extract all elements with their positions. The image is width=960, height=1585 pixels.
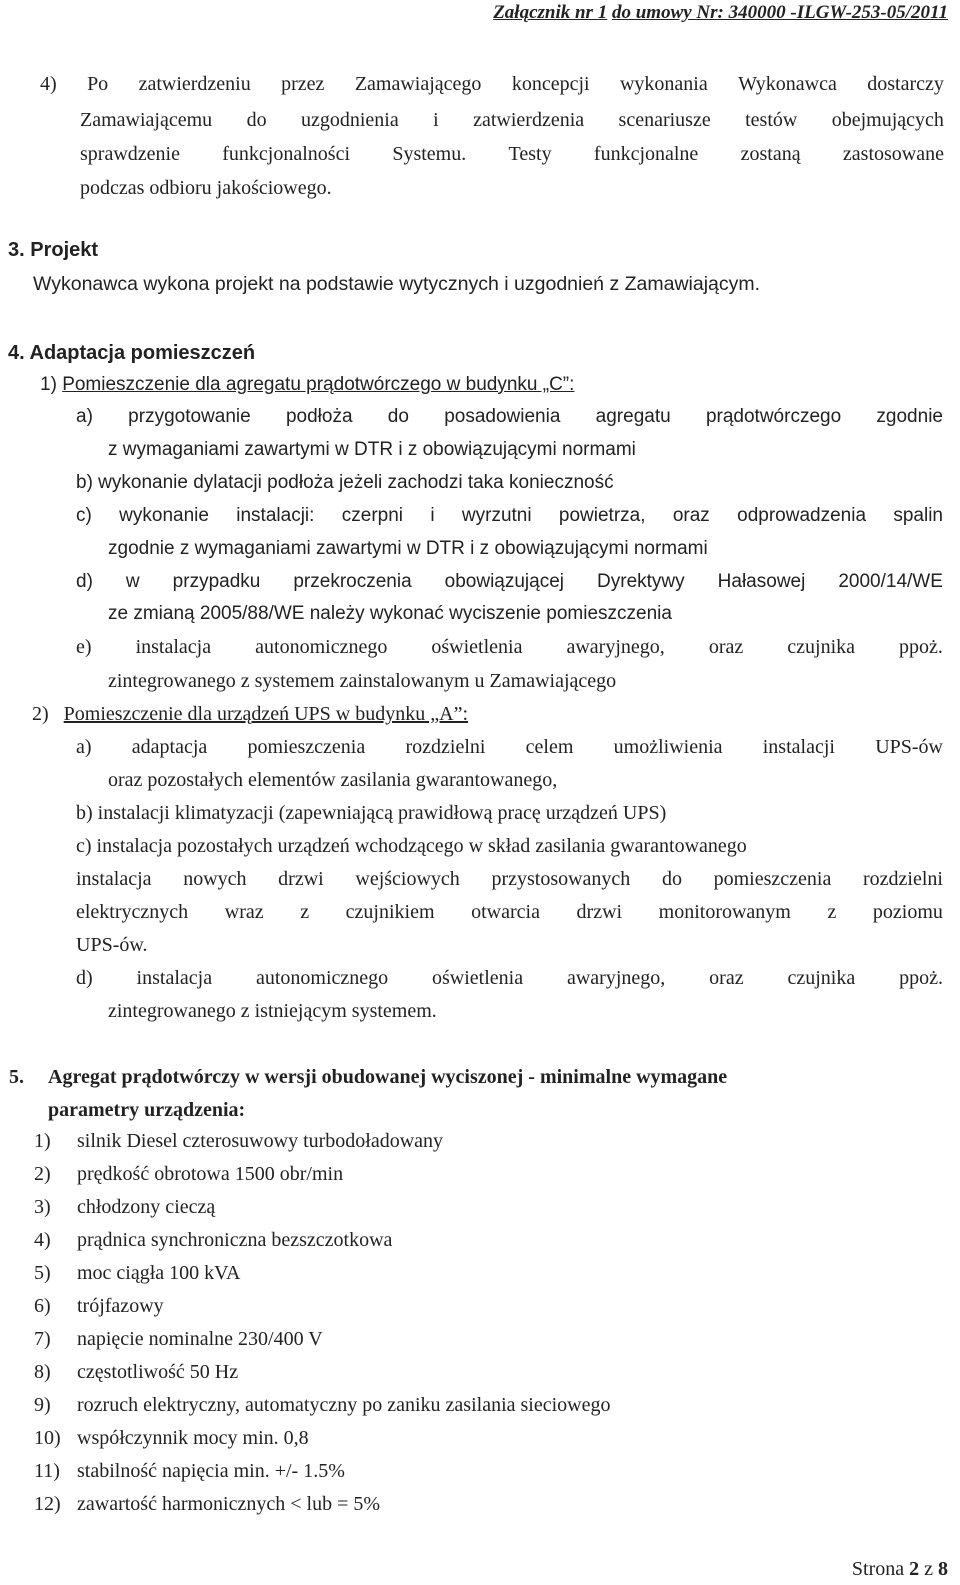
sub-1-c-line-2: zgodnie z wymaganiami zawartymi w DTR i z obowiązującymi normami — [108, 538, 708, 559]
word: agregatu — [595, 406, 671, 427]
word: przypadku — [172, 571, 261, 592]
word: Po — [87, 73, 109, 95]
word: odprowadzenia — [737, 505, 867, 526]
word: koncepcji — [511, 73, 590, 95]
word: d) — [76, 571, 93, 592]
section-5-heading-line-1: Agregat prądotwórczy w wersji obudowanej wyciszonej - minimalne wymagane — [48, 1066, 728, 1088]
section-4-heading: 4. Adaptacja pomieszczeń — [8, 342, 256, 364]
parameter-text: prądnica synchroniczna bezszczotkowa — [77, 1229, 393, 1251]
word: obowiązującej — [444, 571, 565, 592]
word: i — [430, 505, 435, 526]
word: przekroczenia — [293, 571, 412, 592]
word: funkcjonalne — [593, 143, 699, 165]
word: do — [661, 868, 682, 890]
word: z — [300, 901, 310, 923]
parameter-text: stabilność napięcia min. +/- 1.5% — [77, 1460, 345, 1482]
sub-1-d-line-1 — [76, 569, 943, 595]
word: pomieszczenia — [713, 868, 832, 890]
word: oraz — [709, 967, 744, 989]
word: otwarcia — [471, 901, 540, 923]
word: 4) — [40, 73, 57, 95]
word: e) — [76, 636, 92, 658]
word: c) — [76, 505, 92, 526]
word: pomieszczenia — [247, 736, 366, 758]
sub-2-d-line-1 — [76, 965, 943, 991]
section-5-number: 5. — [9, 1066, 24, 1088]
word: celem — [525, 736, 574, 758]
word: Hałasowej — [717, 571, 806, 592]
word: funkcjonalności — [222, 143, 351, 165]
word: czujnika — [787, 636, 856, 658]
word: instalacja — [76, 868, 152, 890]
document-header — [493, 2, 948, 24]
intro-line-1 — [40, 71, 944, 97]
parameter-number: 10) — [34, 1427, 61, 1449]
word: oświetlenia — [431, 636, 523, 658]
sub-2-title: Pomieszczenie dla urządzeń UPS w budynku „A”: — [63, 703, 468, 725]
word: poziomu — [872, 901, 943, 923]
word: adaptacja — [131, 736, 208, 758]
word: podłoża — [285, 406, 353, 427]
word: autonomicznego — [255, 967, 389, 989]
word: obejmujących — [831, 109, 944, 131]
word: z — [827, 901, 837, 923]
sub-2-c-line-1: c) instalacja pozostałych urządzeń wchodzącego w skład zasilania gwarantowanego — [76, 835, 747, 857]
parameter-text: silnik Diesel czterosuwowy turbodoładowany — [77, 1130, 444, 1152]
word: instalacja — [136, 967, 213, 989]
sub-1-e-line-2: zintegrowanego z systemem zainstalowanym u Zamawiającego — [108, 670, 617, 692]
word: drzwi — [576, 901, 623, 923]
footer-total: 8 — [938, 1558, 948, 1580]
contract-number: do umowy Nr: 340000 -ILGW-253-05/2011 — [611, 2, 948, 23]
word: oraz — [672, 505, 710, 526]
sub-1-a-line-1 — [76, 404, 943, 430]
word: prądotwórczego — [705, 406, 842, 427]
word: rozdzielni — [405, 736, 486, 758]
parameter-number: 2) — [34, 1163, 51, 1185]
footer-label: Strona — [851, 1558, 905, 1580]
word: Dyrektywy — [597, 571, 685, 592]
word: monitorowanym — [658, 901, 791, 923]
word: scenariusze — [618, 109, 711, 131]
parameter-text: moc ciągła 100 kVA — [77, 1262, 241, 1284]
word: i — [433, 109, 439, 131]
word: zatwierdzeniu — [138, 73, 251, 95]
sub-2-number: 2) — [32, 703, 49, 725]
word: testów — [745, 109, 798, 131]
sub-2-d-line-2: zintegrowanego z istniejącym systemem. — [108, 1000, 437, 1022]
word: awaryjnego, — [566, 636, 665, 658]
word: przystosowanych — [491, 868, 631, 890]
sub-2-c-line-3 — [76, 899, 943, 925]
parameter-text: rozruch elektryczny, automatyczny po zaniku zasilania sieciowego — [77, 1394, 611, 1416]
section-5-heading-line-2: parametry urządzenia: — [48, 1099, 246, 1121]
sub-1-heading — [40, 372, 574, 398]
word: umożliwienia — [613, 736, 723, 758]
section-3-text: Wykonawca wykona projekt na podstawie wytycznych i uzgodnień z Zamawiającym. — [33, 273, 761, 295]
section-3-heading: 3. Projekt — [8, 239, 99, 261]
parameter-text: chłodzony cieczą — [77, 1196, 216, 1218]
word: oświetlenia — [432, 967, 524, 989]
word: posadowienia — [444, 406, 561, 427]
sub-2-b: b) instalacji klimatyzacji (zapewniającą prawidłową pracę urządzeń UPS) — [76, 802, 667, 824]
word: zatwierdzenia — [473, 109, 585, 131]
parameter-text: napięcie nominalne 230/400 V — [77, 1328, 323, 1350]
word: w — [125, 571, 140, 592]
parameter-text: prędkość obrotowa 1500 obr/min — [77, 1163, 344, 1185]
word: 2000/14/WE — [838, 571, 943, 592]
word: nowych — [183, 868, 247, 890]
sub-2-c-line-4: UPS-ów. — [76, 934, 148, 956]
word: zastosowane — [842, 143, 944, 165]
parameter-number: 1) — [34, 1130, 51, 1152]
word: awaryjnego, — [566, 967, 666, 989]
parameter-number: 4) — [34, 1229, 51, 1251]
sub-2-a-line-2: oraz pozostałych elementów zasilania gwarantowanego, — [108, 769, 558, 791]
word: zgodnie — [876, 406, 943, 427]
parameter-number: 3) — [34, 1196, 51, 1218]
parameter-number: 9) — [34, 1394, 51, 1416]
word: drzwi — [278, 868, 324, 890]
sub-1-e-line-1 — [76, 634, 943, 660]
parameter-text: zawartość harmonicznych < lub = 5% — [77, 1493, 381, 1515]
word: Systemu. — [392, 143, 467, 165]
intro-line-3 — [80, 141, 944, 167]
word: instalacji — [762, 736, 835, 758]
word: rozdzielni — [863, 868, 943, 890]
word: wraz — [224, 901, 264, 923]
page-footer — [852, 1558, 948, 1581]
parameter-text: trójfazowy — [77, 1295, 164, 1317]
word: wejściowych — [355, 868, 460, 890]
word: powietrza, — [558, 505, 646, 526]
parameter-number: 5) — [34, 1262, 51, 1284]
word: przez — [281, 73, 325, 95]
sub-1-number: 1) — [40, 374, 57, 395]
word: czujnikiem — [345, 901, 435, 923]
parameter-number: 7) — [34, 1328, 51, 1350]
word: d) — [76, 967, 93, 989]
word: dostarczy — [867, 73, 944, 95]
sub-1-c-line-1 — [76, 503, 943, 529]
word: wykonanie — [119, 505, 209, 526]
word: instalacji: — [236, 505, 315, 526]
word: uzgodnienia — [300, 109, 399, 131]
sub-2-heading — [32, 701, 468, 727]
parameter-text: współczynnik mocy min. 0,8 — [77, 1427, 309, 1449]
word: oraz — [708, 636, 744, 658]
word: przygotowanie — [128, 406, 251, 427]
intro-line-4: podczas odbioru jakościowego. — [80, 177, 332, 199]
word: wyrzutni — [461, 505, 532, 526]
word: do — [387, 406, 409, 427]
word: zostaną — [740, 143, 801, 165]
sub-1-d-line-2: ze zmianą 2005/88/WE należy wykonać wyciszenie pomieszczenia — [108, 603, 672, 624]
footer-page: 2 — [909, 1558, 920, 1580]
sub-2-a-line-1 — [76, 734, 943, 760]
parameter-number: 11) — [34, 1460, 60, 1482]
word: czujnika — [787, 967, 856, 989]
word: wykonania — [619, 73, 708, 95]
word: ppoż. — [899, 636, 943, 658]
parameter-number: 12) — [34, 1493, 61, 1515]
word: czerpni — [341, 505, 403, 526]
sub-1-a-line-2: z wymaganiami zawartymi w DTR i z obowiązującymi normami — [108, 439, 636, 460]
parameter-number: 6) — [34, 1295, 51, 1317]
word: Zamawiającego — [354, 73, 482, 95]
word: spalin — [893, 505, 943, 526]
parameter-number: 8) — [34, 1361, 51, 1383]
word: Testy — [508, 143, 552, 165]
word: instalacja — [135, 636, 212, 658]
footer-of: z — [924, 1558, 933, 1580]
word: UPS-ów — [875, 736, 943, 758]
word: autonomicznego — [255, 636, 388, 658]
word: sprawdzenie — [80, 143, 180, 165]
word: Wykonawca — [738, 73, 837, 95]
word: a) — [76, 736, 92, 758]
word: do — [246, 109, 267, 131]
word: ppoż. — [899, 967, 943, 989]
word: elektrycznych — [76, 901, 189, 923]
sub-1-b: b) wykonanie dylatacji podłoża jeżeli zachodzi taka konieczność — [76, 472, 614, 493]
attachment-label: Załącznik nr 1 — [493, 2, 608, 23]
word: a) — [76, 406, 93, 427]
sub-1-title: Pomieszczenie dla agregatu prądotwórczego w budynku „C”: — [62, 374, 575, 395]
word: Zamawiającemu — [80, 109, 213, 131]
parameter-text: częstotliwość 50 Hz — [77, 1361, 239, 1383]
sub-2-c-line-2 — [76, 866, 943, 892]
intro-line-2 — [80, 107, 944, 133]
